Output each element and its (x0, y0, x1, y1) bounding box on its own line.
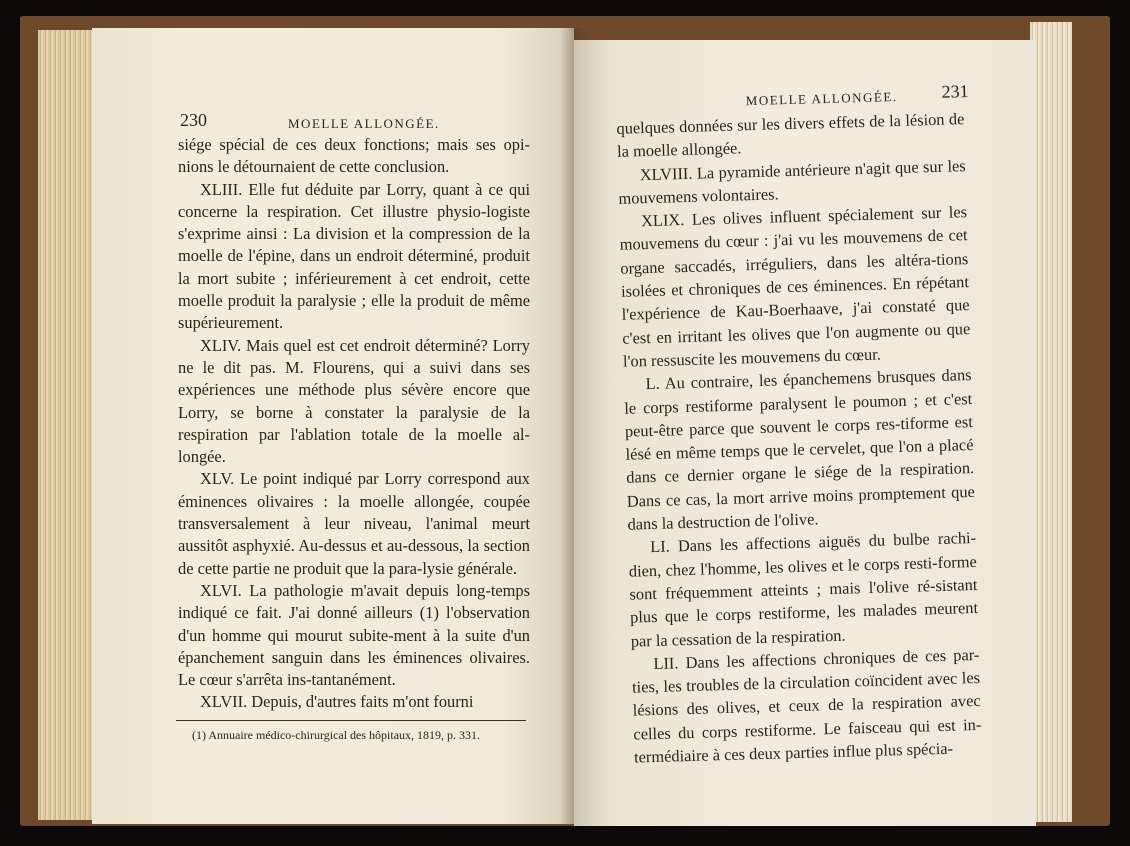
paragraph: XLVIII. La pyramide antérieure n'agit que sur les mouvemens volontaires. (618, 155, 966, 208)
paragraph: siége spécial de ces deux fonctions; mais ses opi-nions le détournaient de cette conclusion. (178, 135, 530, 177)
page-number: 230 (180, 110, 207, 130)
left-page (92, 28, 574, 824)
paragraph: LII. Dans les affections chroniques de ces par-ties, les troubles de la circulation coïncident avec les lésions des olives, et ceux de la respiration avec celles du corps restiforme. Le faisceau qui est in-termédiaire à ces deux parties influe plus spécia- (631, 644, 982, 767)
right-page (574, 40, 1036, 826)
paragraph: XLIV. Mais quel est cet endroit déterminé? Lorry ne le dit pas. M. Flourens, qui a suivi dans ses expériences une méthode plus sévère encore que Lorry, se borne à constater la paralysie de la respiration par l'ablation totale de la moelle al-longée. (178, 335, 530, 467)
paragraph: XLIX. Les olives influent spécialement sur les mouvemens du cœur : j'ai vu les mouvemens de cet organe saccadés, irréguliers, dans les altéra-tions isolées et chroniques de ces éminences. En répétant l'expérience de Kau-Boerhaave, j'ai constaté que c'est en irritant les olives que l'on augmente ou que l'on ressuscite les mouvemens du cœur. (619, 202, 971, 371)
paragraph: XLVI. La pathologie m'avait depuis long-temps indiqué ce fait. J'ai donné ailleurs (1) l'observation d'un homme qui mourut subite-ment à la suite d'un épanchement sanguin dans les éminences olivaires. Le cœur s'arrêta ins-tantanément. (178, 580, 530, 690)
paragraph: XLIII. Elle fut déduite par Lorry, quant à ce qui concerne la respiration. Cet illustre physio-logiste s'exprime ainsi : La division et la compression de la moelle de l'épine, dans un endroit déterminé, produit la mort subite ; inférieurement à cet endroit, cette moelle produit la paralysie ; elle la produit de même supérieurement. (178, 179, 530, 333)
running-head: MOELLE ALLONGÉE. (745, 88, 898, 109)
page-number: 231 (941, 81, 969, 102)
left-page-body (178, 134, 530, 714)
paragraph: XLV. Le point indiqué par Lorry correspond aux éminences olivaires : la moelle allongée, coupée transversalement à leur niveau, l'animal meurt aussitôt asphyxié. Au-dessus et au-dessous, la section de cette partie ne produit que la para-lysie générale. (178, 469, 530, 578)
paragraph: L. Au contraire, les épanchemens brusques dans le corps restiforme paralysent le poumon ; et c'est peut-être parce que souvent le corps res-tiforme est lésé en même temps que le cervelet, que l'on a placé dans ce dernier organe le siége de la respiration. Dans ce cas, la mort arrive moins promptement que dans la destruction de l'olive. (624, 365, 976, 534)
right-page-body (616, 107, 982, 769)
footnote: (1) Annuaire médico-chirurgical des hôpitaux, 1819, p. 331. (192, 728, 481, 742)
paragraph: XLVII. Depuis, d'autres faits m'ont fourni (200, 692, 474, 712)
running-head: MOELLE ALLONGÉE. (288, 116, 440, 131)
left-page-edges (38, 30, 98, 820)
paragraph: quelques données sur les divers effets de la lésion de la moelle allongée. (616, 109, 965, 162)
paragraph: LI. Dans les affections aiguës du bulbe rachi-dien, chez l'homme, les olives et le corps resti-forme sont fréquemment atteints ; mais l'olive ré-sistant plus que le corps restiforme, les malades meurent par la cessation de la respiration. (628, 528, 979, 651)
right-page-edges (1030, 22, 1072, 822)
footnote-rule (176, 720, 526, 721)
right-page-content (574, 40, 1036, 826)
